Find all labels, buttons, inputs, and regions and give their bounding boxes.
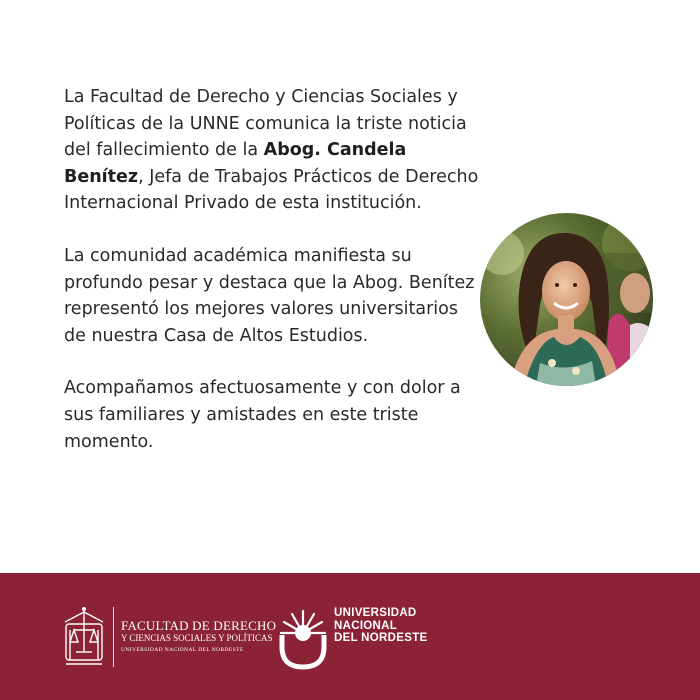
radiant-sun-u-icon — [278, 605, 328, 671]
notice-paragraph-2: La comunidad académica manifiesta su profundo pesar y destaca que la Abog. Benítez representó los mejores valores universitarios de nuestra Casa de Altos Estudios. — [64, 245, 475, 346]
notice-paragraph-1: La Facultad de Derecho y Ciencias Sociales y Políticas de la UNNE comunica la triste noticia del fallecimiento de la Abog. Candela Benítez, Jefa de Trabajos Prácticos de Derecho Internacional Privado de esta institución. — [64, 87, 479, 214]
portrait-photo — [480, 213, 653, 386]
footer-bar — [0, 573, 700, 700]
scales-of-justice-crest-icon — [62, 606, 106, 668]
logo-divider — [113, 607, 114, 667]
faculty-name: FACULTAD DE DERECHO Y CIENCIAS SOCIALES Y POLÍTICAS UNIVERSIDAD NACIONAL DEL NORDESTE — [121, 618, 277, 653]
notice-paragraph-3: Acompañamos afectuosamente y con dolor a sus familiares y amistades en este triste momento. — [64, 378, 461, 452]
university-name: UNIVERSIDAD NACIONAL DEL NORDESTE — [334, 607, 428, 644]
notice-text — [64, 84, 484, 481]
deceased-name: Abog. Candela Benítez — [64, 140, 407, 187]
